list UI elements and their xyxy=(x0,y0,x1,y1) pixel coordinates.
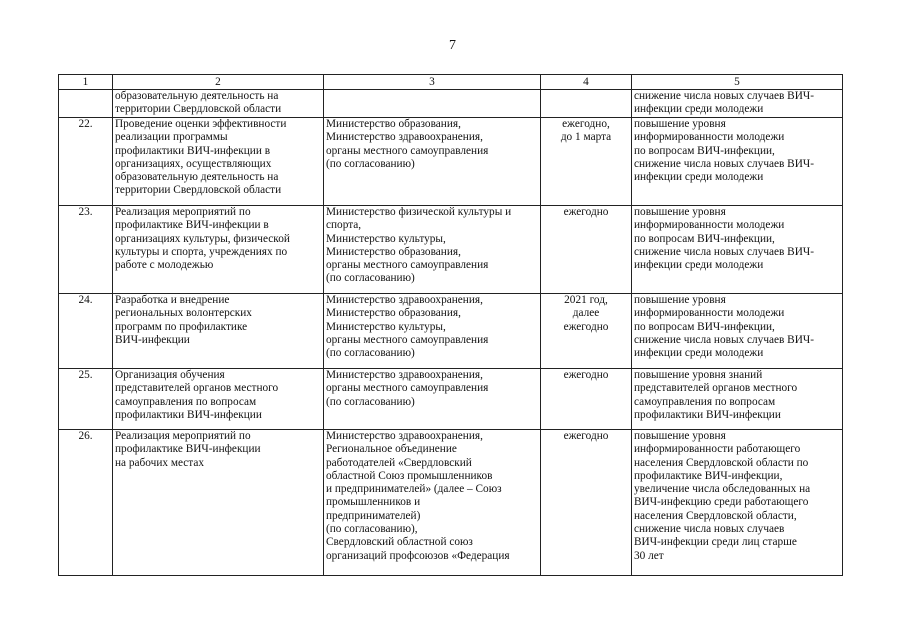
column-header-activity: 2 xyxy=(113,75,324,90)
row-activity: Проведение оценки эффективности реализации программы профилактики ВИЧ-инфекции в организациях, осуществляющих образовательную деятельность на территории Свердловской области xyxy=(113,118,324,206)
table-header-row xyxy=(59,75,843,90)
table-row xyxy=(59,90,843,118)
row-executors xyxy=(324,90,541,118)
row-executors: Министерство здравоохранения, Министерство образования, Министерство культуры, органы местного самоуправления (по согласованию) xyxy=(324,294,541,369)
row-term: ежегодно xyxy=(541,206,632,294)
row-executors: Министерство здравоохранения, органы местного самоуправления (по согласованию) xyxy=(324,369,541,430)
table-row xyxy=(59,369,843,430)
row-result: повышение уровня информированности молодежи по вопросам ВИЧ-инфекции, снижение числа новых случаев ВИЧ- инфекции среди молодежи xyxy=(632,118,843,206)
column-header-executors: 3 xyxy=(324,75,541,90)
column-header-term: 4 xyxy=(541,75,632,90)
row-activity: Разработка и внедрение региональных волонтерских программ по профилактике ВИЧ-инфекции xyxy=(113,294,324,369)
row-result: повышение уровня информированности молодежи по вопросам ВИЧ-инфекции, снижение числа новых случаев ВИЧ- инфекции среди молодежи xyxy=(632,294,843,369)
row-result: повышение уровня информированности молодежи по вопросам ВИЧ-инфекции, снижение числа новых случаев ВИЧ- инфекции среди молодежи xyxy=(632,206,843,294)
row-term: ежегодно xyxy=(541,430,632,576)
row-activity: образовательную деятельность на территории Свердловской области xyxy=(113,90,324,118)
row-result: повышение уровня знаний представителей органов местного самоуправления по вопросам профилактики ВИЧ-инфекции xyxy=(632,369,843,430)
row-executors: Министерство физической культуры и спорта, Министерство культуры, Министерство образования, органы местного самоуправления (по согласованию) xyxy=(324,206,541,294)
row-result: повышение уровня информированности работающего населения Свердловской области по профилактике ВИЧ-инфекции, увеличение числа обследованных на ВИЧ-инфекцию среди работающего населения Свердловской области, снижение числа новых случаев ВИЧ-инфекции среди лиц старше 30 лет xyxy=(632,430,843,576)
row-activity: Реализация мероприятий по профилактике ВИЧ-инфекции на рабочих местах xyxy=(113,430,324,576)
row-activity: Реализация мероприятий по профилактике ВИЧ-инфекции в организациях культуры, физической культуры и спорта, учреждениях по работе с молодежью xyxy=(113,206,324,294)
row-activity: Организация обучения представителей органов местного самоуправления по вопросам профилактики ВИЧ-инфекции xyxy=(113,369,324,430)
column-header-result: 5 xyxy=(632,75,843,90)
table-row xyxy=(59,294,843,369)
table-row xyxy=(59,430,843,576)
row-executors: Министерство образования, Министерство здравоохранения, органы местного самоуправления (по согласованию) xyxy=(324,118,541,206)
page-number: 7 xyxy=(449,38,456,53)
row-number: 25. xyxy=(59,369,113,430)
row-term: 2021 год, далее ежегодно xyxy=(541,294,632,369)
row-term xyxy=(541,90,632,118)
row-number: 22. xyxy=(59,118,113,206)
activities-table xyxy=(58,74,843,576)
table-row xyxy=(59,118,843,206)
row-number: 23. xyxy=(59,206,113,294)
row-number: 26. xyxy=(59,430,113,576)
row-term: ежегодно, до 1 марта xyxy=(541,118,632,206)
row-result: снижение числа новых случаев ВИЧ- инфекции среди молодежи xyxy=(632,90,843,118)
row-term: ежегодно xyxy=(541,369,632,430)
row-number xyxy=(59,90,113,118)
row-executors: Министерство здравоохранения, Региональное объединение работодателей «Свердловский областной Союз промышленников и предпринимателей» (далее – Союз промышленников и предпринимателей) (по согласованию), Свердловский областной союз организаций профсоюзов «Федерация xyxy=(324,430,541,576)
column-header-number: 1 xyxy=(59,75,113,90)
table-row xyxy=(59,206,843,294)
row-number: 24. xyxy=(59,294,113,369)
